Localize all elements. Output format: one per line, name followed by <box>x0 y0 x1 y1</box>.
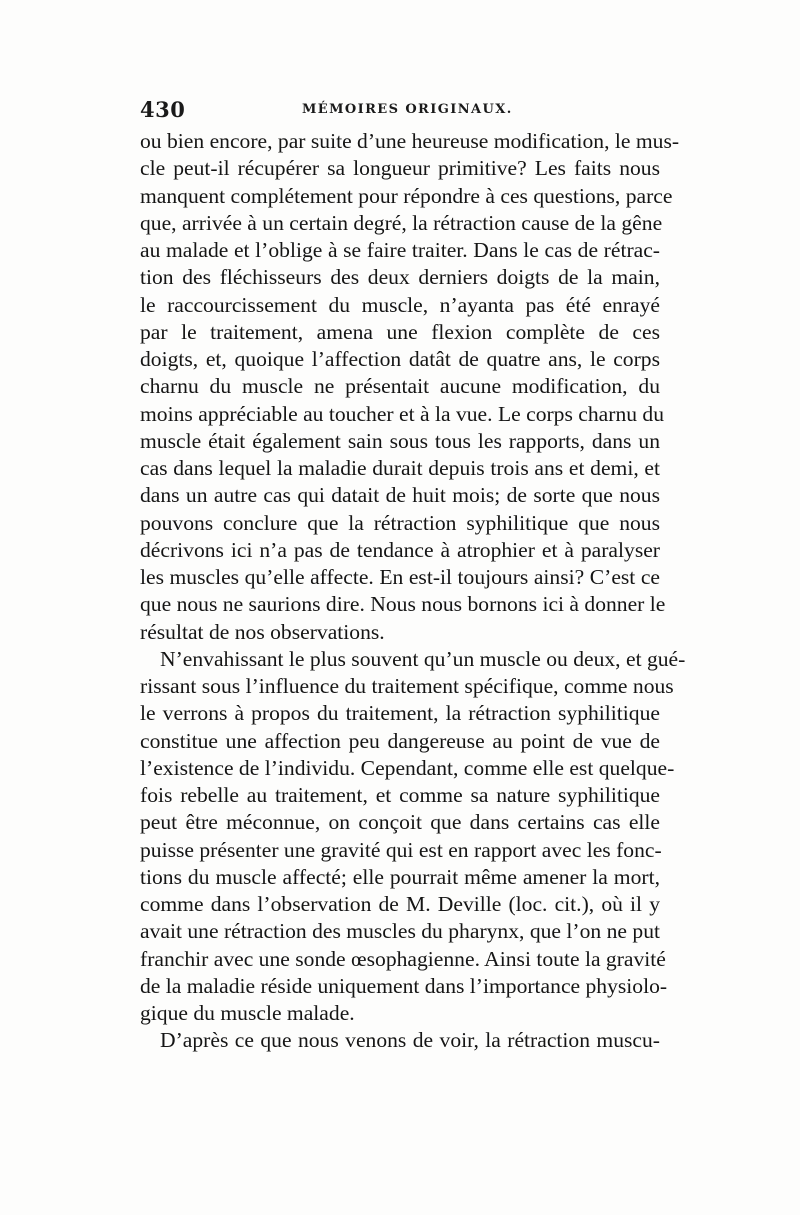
text-line: puisse présenter une gravité qui est en rapport avec les fonc- <box>140 837 662 862</box>
text-line: tion des fléchisseurs des deux derniers doigts de la main, <box>140 265 660 290</box>
text-line: ou bien encore, par suite d’une heureuse modification, le mus- <box>140 129 680 153</box>
text-line: par le traitement, amena une flexion complète de ces <box>140 319 660 344</box>
text-line: muscle était également sain sous tous les rapports, dans un <box>140 428 660 453</box>
text-line: peut être méconnue, on conçoit que dans certains cas elle <box>140 810 660 835</box>
text-line: pouvons conclure que la rétraction syphilitique que nous <box>140 510 660 535</box>
text-line: fois rebelle au traitement, et comme sa nature syphilitique <box>140 783 660 807</box>
paragraph-start-line: N’envahissant le plus souvent qu’un muscle ou deux, et gué- <box>160 646 686 671</box>
text-line: tions du muscle affecté; elle pourrait même amener la mort, <box>140 864 660 889</box>
text-line: moins appréciable au toucher et à la vue. Le corps charnu du <box>140 401 665 426</box>
text-line: au malade et l’oblige à se faire traiter. Dans le cas de rétrac- <box>140 238 660 262</box>
paragraph-end-line: résultat de nos observations. <box>140 619 385 644</box>
text-line: cle peut-il récupérer sa longueur primitive? Les faits nous <box>140 156 660 181</box>
text-line: charnu du muscle ne présentait aucune modification, du <box>140 374 660 399</box>
text-line: décrivons ici n’a pas de tendance à atrophier et à paralyser <box>140 537 660 562</box>
text-line: doigts, et, quoique l’affection datât de quatre ans, le corps <box>140 347 660 371</box>
text-line: que, arrivée à un certain degré, la rétraction cause de la gêne <box>140 210 663 235</box>
running-head <box>140 97 660 121</box>
text-line: de la maladie réside uniquement dans l’importance physiolo- <box>140 973 668 998</box>
text-line: avait une rétraction des muscles du pharynx, que l’on ne put <box>140 919 660 944</box>
text-line: le verrons à propos du traitement, la rétraction syphilitique <box>140 701 660 726</box>
text-line: cas dans lequel la maladie durait depuis trois ans et demi, et <box>140 456 660 480</box>
paragraph-end-line: gique du muscle malade. <box>140 1001 355 1025</box>
text-line: comme dans l’observation de M. Deville (loc. cit.), où il y <box>140 892 660 916</box>
text-line: les muscles qu’elle affecte. En est-il toujours ainsi? C’est ce <box>140 565 660 589</box>
text-line: franchir avec une sonde œsophagienne. Ainsi toute la gravité <box>140 946 666 971</box>
page-number: 430 <box>140 97 186 122</box>
body-text <box>140 128 686 1055</box>
text-line: manquent complétement pour répondre à ces questions, parce <box>140 183 673 208</box>
text-line: le raccourcissement du muscle, n’ayanta pas été enrayé <box>140 292 660 317</box>
text-line: que nous ne saurions dire. Nous nous bornons ici à donner le <box>140 592 666 617</box>
text-line: constitue une affection peu dangereuse au point de vue de <box>140 728 660 753</box>
text-line: dans un autre cas qui datait de huit mois; de sorte que nous <box>140 483 660 508</box>
text-line: rissant sous l’influence du traitement spécifique, comme nous <box>140 674 674 698</box>
running-title: MÉMOIRES ORIGINAUX. <box>302 102 513 117</box>
paragraph-start-line: D’après ce que nous venons de voir, la rétraction muscu- <box>160 1028 660 1053</box>
text-line: l’existence de l’individu. Cependant, comme elle est quelque- <box>140 755 675 780</box>
